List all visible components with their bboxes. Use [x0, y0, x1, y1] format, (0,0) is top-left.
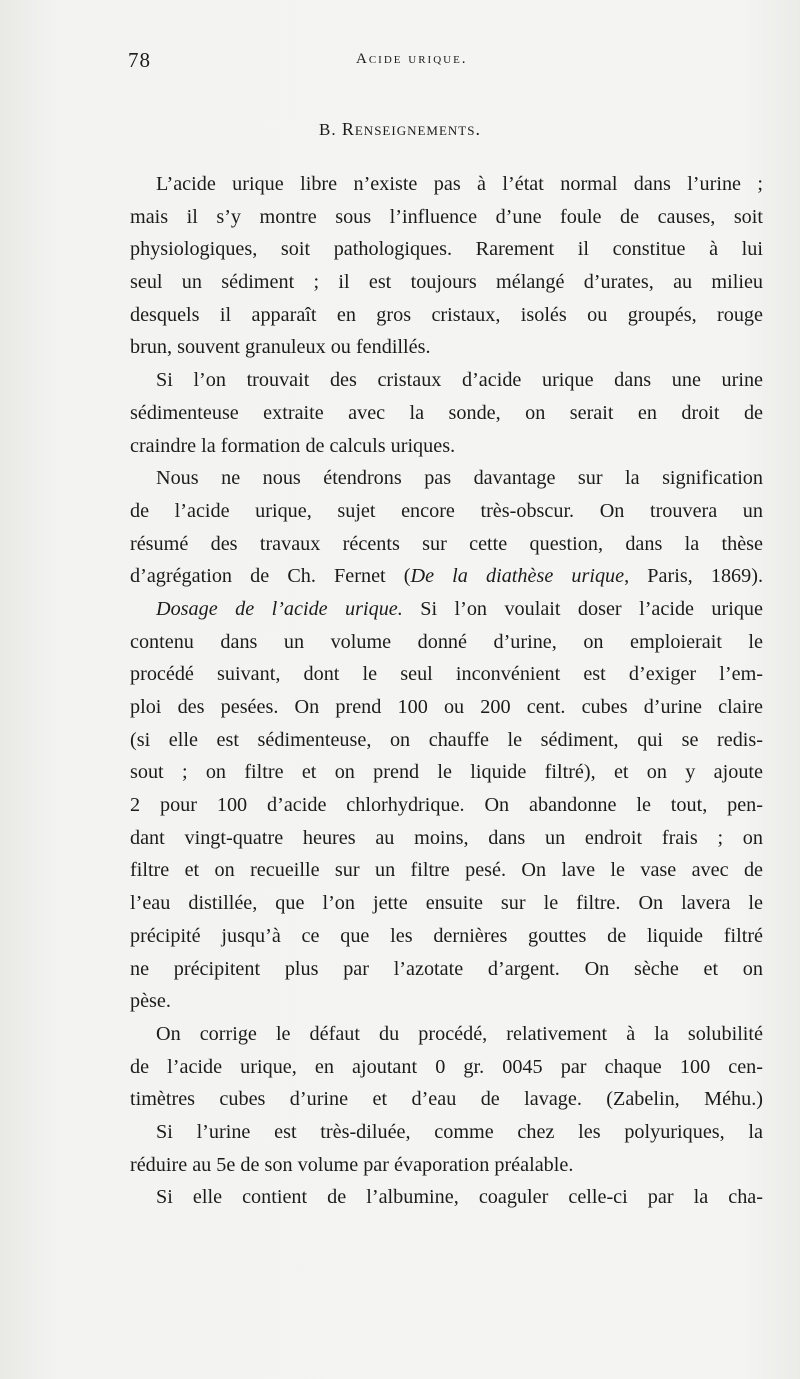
- text-segment: ploi des pesées. On prend 100 ou 200 cent. cubes d’urine claire: [130, 696, 763, 718]
- text-segment: Si l’on voulait doser l’acide urique: [402, 597, 763, 620]
- text-segment: Si l’on trouvait des cristaux d’acide urique dans une urine: [156, 369, 763, 392]
- text-line: [130, 593, 763, 626]
- text-segment: On corrige le défaut du procédé, relativement à la solubilité: [156, 1022, 763, 1045]
- text-segment: Si l’urine est très-diluée, comme chez les polyuriques, la: [156, 1120, 763, 1143]
- text-segment: desquels il apparaît en gros cristaux, isolés ou groupés, rouge: [130, 303, 763, 326]
- text-line: [130, 266, 763, 299]
- text-line: [130, 528, 763, 561]
- text-segment: d’agrégation de Ch. Fernet (: [130, 565, 411, 588]
- text-line: [130, 724, 763, 757]
- text-line: [130, 658, 763, 691]
- text-segment: sout ; on filtre et on prend le liquide filtré), et on y ajoute: [130, 761, 763, 784]
- text-line: [130, 691, 763, 724]
- text-line: [130, 756, 763, 789]
- text-line: [130, 462, 763, 495]
- text-segment: (si elle est sédimenteuse, on chauffe le sédiment, qui se redis-: [130, 728, 763, 751]
- running-title: Acide urique.: [356, 51, 468, 67]
- text-line: [130, 1051, 763, 1084]
- text-segment: craindre la formation de calculs uriques.: [130, 434, 456, 457]
- text-line: [130, 626, 763, 659]
- italic-segment: De la diathèse urique: [410, 565, 625, 588]
- text-line: [130, 854, 763, 887]
- text-segment: seul un sédiment ; il est toujours mélangé d’urates, au milieu: [130, 271, 763, 294]
- text-segment: Si elle contient de l’albumine, coaguler celle-ci par la cha-: [156, 1186, 763, 1209]
- text-line: [130, 789, 763, 822]
- text-line: [130, 1018, 763, 1051]
- text-line: [130, 920, 763, 953]
- text-segment: dant vingt-quatre heures au moins, dans un endroit frais ; on: [130, 826, 763, 849]
- text-segment: de l’acide urique, sujet encore très-obscur. On trouvera un: [130, 499, 763, 522]
- text-segment: précipité jusqu’à ce que les dernières gouttes de liquide filtré: [130, 924, 763, 947]
- text-segment: timètres cubes d’urine et d’eau de lavage. (Zabelin, Méhu.): [130, 1088, 763, 1111]
- text-line: [130, 887, 763, 920]
- text-segment: Nous ne nous étendrons pas davantage sur la signification: [156, 467, 763, 490]
- text-line: [130, 201, 763, 234]
- text-segment: sédimenteuse extraite avec la sonde, on serait en droit de: [130, 401, 763, 424]
- section-heading: [0, 119, 800, 140]
- text-segment: mais il s’y montre sous l’influence d’une foule de causes, soit: [130, 205, 763, 228]
- page-number: 78: [128, 48, 151, 72]
- text-line: [130, 1116, 763, 1149]
- text-segment: résumé des travaux récents sur cette question, dans la thèse: [130, 532, 763, 555]
- text-segment: de l’acide urique, en ajoutant 0 gr. 0045 par chaque 100 cen-: [130, 1055, 763, 1078]
- text-line: [130, 331, 763, 364]
- italic-segment: Dosage de l’acide urique.: [156, 597, 403, 620]
- text-line: [130, 495, 763, 528]
- section-heading-letter: B.: [319, 120, 337, 139]
- text-segment: réduire au 5e de son volume par évaporation préalable.: [130, 1153, 574, 1176]
- text-segment: brun, souvent granuleux ou fendillés.: [130, 336, 431, 359]
- text-line: [130, 430, 763, 463]
- text-line: [130, 168, 763, 201]
- running-head: [128, 48, 768, 78]
- text-line: [130, 985, 763, 1018]
- text-line: [130, 1083, 763, 1116]
- text-segment: 2 pour 100 d’acide chlorhydrique. On abandonne le tout, pen-: [130, 794, 763, 817]
- text-line: [130, 299, 763, 332]
- text-segment: pèse.: [130, 990, 171, 1013]
- text-segment: l’eau distillée, que l’on jette ensuite sur le filtre. On lavera le: [130, 892, 763, 915]
- text-segment: , Paris, 1869).: [624, 565, 763, 588]
- section-heading-text: Renseignements.: [341, 119, 481, 139]
- text-line: [130, 1149, 763, 1182]
- text-segment: L’acide urique libre n’existe pas à l’état normal dans l’urine ;: [156, 173, 763, 195]
- text-line: [130, 364, 763, 397]
- text-segment: filtre et on recueille sur un filtre pesé. On lave le vase avec de: [130, 859, 763, 882]
- text-line: [130, 822, 763, 855]
- text-segment: procédé suivant, dont le seul inconvénient est d’exiger l’em-: [130, 663, 763, 686]
- text-line: [130, 397, 763, 430]
- text-segment: ne précipitent plus par l’azotate d’argent. On sèche et on: [130, 957, 763, 980]
- text-segment: contenu dans un volume donné d’urine, on emploierait le: [130, 630, 763, 653]
- text-line: [130, 1181, 763, 1214]
- body-text: [130, 168, 763, 1214]
- text-line: [130, 233, 763, 266]
- text-segment: physiologiques, soit pathologiques. Rarement il constitue à lui: [130, 238, 763, 261]
- text-line: [130, 953, 763, 986]
- text-line: [130, 560, 763, 593]
